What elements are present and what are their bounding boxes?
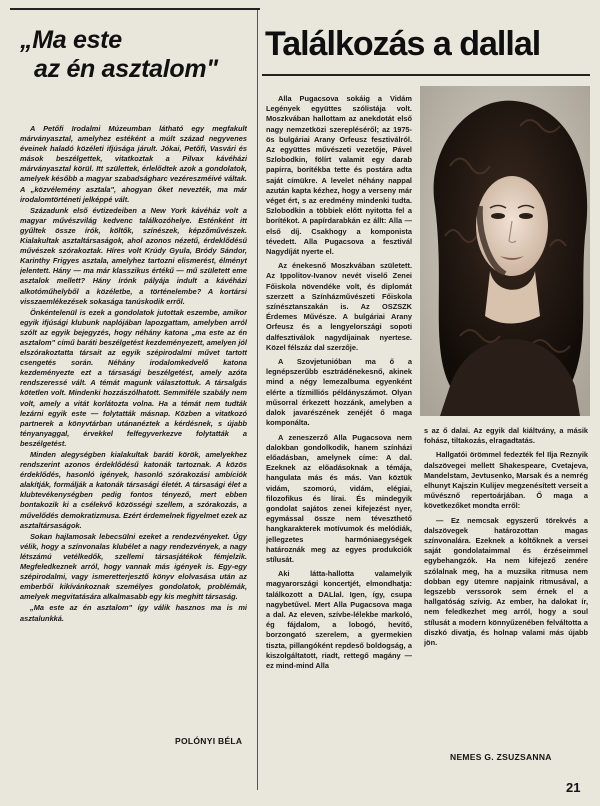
- page-number: 21: [566, 780, 581, 795]
- left-paragraph: Minden alegységben kialakultak baráti körök, amelyekhez rendszerint azonos érdeklődésű katonák tartoznak. A közös érdeklődés, hasonló igények, hasonló szórakozási ambíciók alakítják, formálják a katonák társasági életét. A társasági élet a klubtevékenységben pedig fontos tényező, mert ebben bontakozik ki a csélekvő közösségi szellem, a szórakozás, a művelődés demokratizmusa. Ezért érdemelnek figyelmet ezek az asztaltársaságok.: [20, 450, 247, 530]
- left-paragraph: Századunk első évtizedeiben a New York kávéház volt a magyar művészvilág kedvenc találkozóhelye. Esténként itt gyűltek össze írók, költők, színészek, képzőművészek. Kialakultak asztaltársaságok, ahol azonos nézetű, érdeklődésű művészek szórakoztak. Híres volt Krúdy Gyula, Bródy Sándor, Karinthy Frigyes asztala, amelyhez tartozni elismerést, élményt jelentett. Hány — ma már klasszikus értékű — mű született eme asztalok mellett? Hány írónk pályája indult a kávéházi alkotóműhelyből a közéletbe, a történelembe? A kortársi visszaemlékezések sokasága tanúskodik erről.: [20, 205, 247, 306]
- right-paragraph: s az ő dalai. Az egyik dal kiáltvány, a másik fohász, tiltakozás, elragadtatás.: [424, 426, 588, 446]
- left-title-line1: „Ma este: [20, 26, 122, 54]
- left-title-line2: az én asztalom": [34, 55, 218, 83]
- left-paragraph: Önkéntelenül is ezek a gondolatok jutottak eszembe, amikor egyik ifjúsági klubunk naplójában lapozgattam, amelyben arról szólt az egyik bejegyzés, hogy néhány katona „ma este az én asztalom" című baráti beszélgetést kezdeményezett, amelyen jól elszórakoztatta társait az egyik szépirodalmi művet tartott csengetés során. Néhány irodalomkedvelő katona kezdeményezte ezt a társasági beszélgetést, amely azóta rendszeressé vált. A témát magunk választottuk. A társalgás kötetlen volt. Mindenki hozzászólhatott. Semmiféle szabály nem volt, amely a vitát korlátozta volna. Ha a témát nem tudták lezárni egyik este — folytatták másnap. Közben a vitatkozó partnerek a könyvtárban utánanéztek a kérdésnek, s újabb tényanyaggal, érvekkel felfegyverkezve folytatták a beszélgetést.: [20, 307, 247, 448]
- right-paragraph: Alla Pugacsova sokáig a Vidám Legények együttes szólistája volt. Moszkvában hallottam az anekdotát első nagy nemzetközi szerepléséről; az 1975-ös bulgáriai Arany Orfeusz fesztiválról. Az együttes művészeti vezetője, Pável Szlobodkin, fölírt valamit egy darab papírra, borítékba tette és postára adta saját címükre. A levelet néhány nappal azután kapta kézhez, hogy a verseny már véget ért, s az eredmény mindenki tudta. Szlobodkin a többiek előtt nyitotta fel a borítékot. A papírdarabkán ez állt: Alla — első díj. Csakhogy a komponista tévedett. Alla Pugacsova a fesztivál Nagydíját nyerte el.: [266, 94, 412, 257]
- top-rule: [10, 8, 260, 10]
- right-paragraph: Az énekesnő Moszkvában született. Az Ippolitov-Ivanov nevét viselő Zenei Főiskola növendéke volt, és diplomát szerzett a Színházművészeti Főiskola színésztanszakán is. Az OSZSZK Érdemes Művésze. A bulgáriai Arany Orfeusz és a lengyelországi sopoti dalfesztiválok nagydíjainak nyertese. Közel félszáz dal szerzője.: [266, 261, 412, 352]
- right-paragraph: — Ez nemcsak egyszerű törekvés a dalszövegek határozottan magas színvonalára. Ezeknek a költőknek a versei saját gondolataimmal és érzéseimmel egybehangzók. Ha nem kifejező zenére szólalnak meg, ha a muzsika ritmusa nem dobban egy ütemre napjaink ritmusával, a legszebb verssorok sem érnek el a hallgatóság szívig. Az ember, ha dalokat ír, nem feledkezhet meg arról, hogy a soul stílusát a modern könnyűzenében felváltotta a diszkó divatja, és holnap valami más újabb jön.: [424, 515, 588, 648]
- left-article-signature: POLÓNYI BÉLA: [175, 736, 243, 746]
- right-article-column-1: [266, 94, 412, 794]
- left-paragraph: A Petőfi Irodalmi Múzeumban látható egy megfakult márványasztal, amelyhez estéként a múlt század negyvenes éveinek haladó közéleti ifjúsága járult. Jókai, Petőfi, Vasvári és mások beszélgettek, vitatkoztak a Pilvax kávéházi márványasztal körül. Itt születtek, érlelődtek azok a gondolatok, amelyek később a magyar szabadságharc vezéreszméivé váltak. A „közvélemény asztala", ahogyan őket nevezték, ma már irodalomtörténeti jelképpé vált.: [20, 124, 247, 204]
- singer-portrait-photo: [420, 86, 590, 416]
- left-article-body: [20, 124, 247, 734]
- right-paragraph: A zeneszerző Alla Pugacsova nem dalokban gondolkodik, hanem színházi előadásban, amelynek címe: A dal. Ezeknek az előadásoknak a témája, hangulata más és más. Van köztük vidám, szomorú, vidám, elégiai, filozofikus és lírai. És mindegyik gondolat sajátos zenei kifejezést nyer, egymással össze nem téveszthető hangkarakterek motívumok és melódiák, jellegzetes harmóniaegységek határoznák meg az egyes produkciók stílusát.: [266, 432, 412, 564]
- right-article-title: Találkozás a dallal: [265, 25, 541, 63]
- left-paragraph: „Ma este az én asztalom" így válik hasznos ma is mi asztalunkká.: [20, 603, 247, 623]
- portrait-image: [420, 86, 590, 416]
- left-paragraph: Sokan hajlamosak lebecsülni ezeket a rendezvényeket. Úgy vélik, hogy a színvonalas klubélet a nagy rendezvények, a nagy létszámú vetélkedők, szellemi társasjátékok fémjelzik. Megfeledkeznek arról, hogy vannak más igények is. Egy-egy szépirodalmi, vagy ismeretterjesztő könyv elolvasása után az emberbői kikívánkoznak személyes gondolatok, problémák, amelyek megvitatására alkalmasabb egy kis meghitt társaság.: [20, 531, 247, 602]
- right-article-signature: NEMES G. ZSUZSANNA: [450, 752, 552, 762]
- title-underline: [262, 74, 590, 76]
- column-divider: [257, 10, 258, 790]
- right-paragraph: Hallgatói örömmel fedezték fel Ilja Reznyik dalszövegei mellett Shakespeare, Cvetajeva, Mandelstam, Jevtusenko, Marsak és a nemrég elhunyt Kajszin Kulijev megzenésített verseit a művésznő repertoárjában. Ő maga a következőket mondta erről:: [424, 450, 588, 511]
- right-article-column-2: [424, 426, 588, 726]
- right-paragraph: Aki látta-hallotta valamelyik magyarországi koncertjét, elmondhatja: találkozott a DALlal. Igen, így, csupa nagybetűvel. Mert Alla Pugacsova maga a dal. Az eleven, szívbe-lélekbe markoló, ég fájdalom, a lobogó, hevítő, borzongató szerelem, a gyermekien tiszta, pillangóként repdeső boldogság, a kiszolgáltatott, riadt, rettegő magány — ez mind-mind Alla: [266, 569, 412, 670]
- left-article-title: [20, 26, 245, 84]
- right-paragraph: A Szovjetunióban ma ő a legnépszerűbb esztrádénekesnő, akinek mind a négy lemezalbuma egyenként elérte a tízmilliós példányszámot. Olyan műsorral érkezett hozzánk, amelyben a dalok javarészének zenéjét ő maga komponálta.: [266, 357, 412, 428]
